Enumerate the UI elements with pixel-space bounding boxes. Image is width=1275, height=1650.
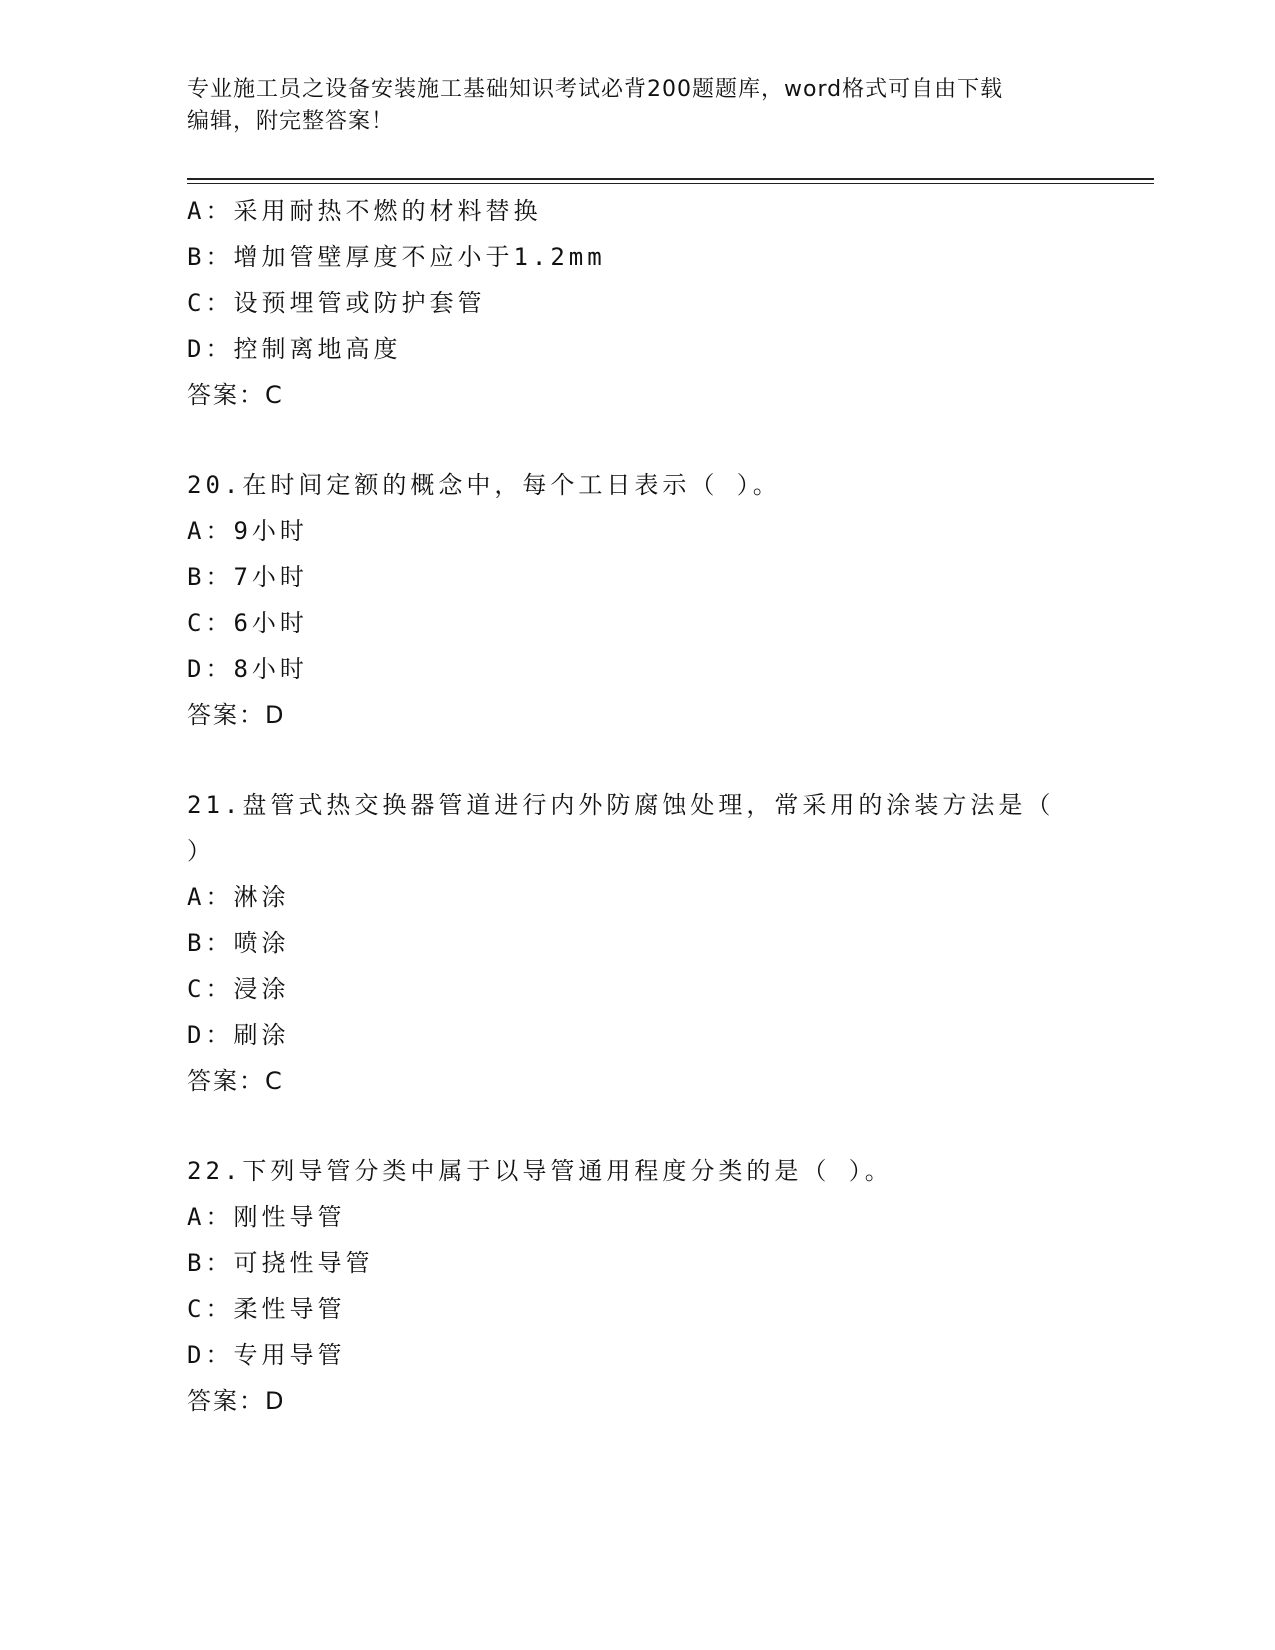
answer: 答案：C: [187, 1067, 284, 1095]
option-b: B：喷涂: [187, 929, 290, 957]
option-d: D：控制离地高度: [187, 335, 402, 363]
option-d: D：专用导管: [187, 1341, 346, 1369]
option-c: C：浸涂: [187, 975, 290, 1003]
option-d: D：8小时: [187, 655, 308, 683]
question-20-block: [187, 462, 1087, 738]
answer: 答案：D: [187, 701, 286, 729]
option-a: A：采用耐热不燃的材料替换: [187, 197, 542, 225]
header-divider-thin: [187, 183, 1154, 184]
question-21-block: [187, 782, 1087, 1104]
answer: 答案：D: [187, 1387, 286, 1415]
spacer: [187, 738, 1087, 782]
option-c: C：柔性导管: [187, 1295, 346, 1323]
question-text: 22.下列导管分类中属于以导管通用程度分类的是（ ）。: [187, 1157, 893, 1185]
option-a: A：9小时: [187, 517, 308, 545]
header-line-2: 编辑，附完整答案！: [187, 109, 395, 134]
question-19-block: [187, 188, 1087, 418]
option-a: A：淋涂: [187, 883, 290, 911]
document-header: [187, 74, 1087, 138]
option-a: A：刚性导管: [187, 1203, 346, 1231]
option-c: C：6小时: [187, 609, 308, 637]
option-b: B：增加管壁厚度不应小于1.2mm: [187, 243, 606, 271]
option-b: B：可挠性导管: [187, 1249, 374, 1277]
spacer: [187, 1104, 1087, 1148]
question-text-continued: ）: [187, 837, 215, 865]
answer: 答案：C: [187, 381, 284, 409]
question-22-block: [187, 1148, 1087, 1424]
spacer: [187, 418, 1087, 462]
question-text: 20.在时间定额的概念中，每个工日表示（ ）。: [187, 471, 781, 499]
document-body: [187, 188, 1087, 1424]
option-d: D：刷涂: [187, 1021, 290, 1049]
header-line-1: 专业施工员之设备安装施工基础知识考试必背200题题库，word格式可自由下载: [187, 77, 1004, 102]
option-b: B：7小时: [187, 563, 308, 591]
question-text: 21.盘管式热交换器管道进行内外防腐蚀处理，常采用的涂装方法是（: [187, 791, 1055, 819]
header-divider-thick: [187, 178, 1154, 180]
option-c: C：设预埋管或防护套管: [187, 289, 486, 317]
